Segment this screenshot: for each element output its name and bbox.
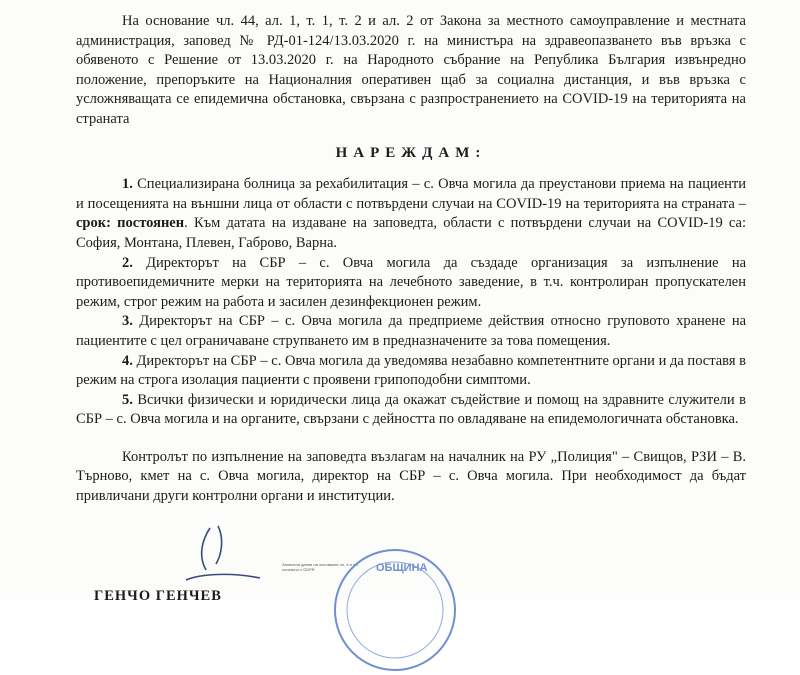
spacer	[76, 430, 746, 448]
item-number: 5.	[122, 391, 133, 408]
item-number: 1.	[122, 176, 133, 193]
order-item-4	[76, 352, 746, 391]
document-body	[76, 12, 746, 507]
item-text: Директорът на СБР – с. Овча могила да уведомява незабавно компетентните органи и да поставя в режим на строга изолация пациенти с проявени грипоподобни симптоми.	[76, 352, 747, 389]
seal-text: ОБЩИНА	[376, 562, 428, 574]
item-text: Директорът на СБР – с. Овча могила да създаде организация за изпълнение на противоепидемичните мерки на територията на лечебното заведение, в т.ч. контролиран пропускателен режим, строг режим на работа и засилен дезинфекционен режим.	[76, 254, 747, 310]
item-text-after: . Към датата на издаване на заповедта, области с потвърдени случаи на COVID-19 са: София, Монтана, Плевен, Габрово, Варна.	[76, 215, 747, 251]
signer-name: ГЕНЧО ГЕНЧЕВ	[94, 588, 222, 604]
order-item-3	[76, 312, 746, 351]
item-deadline: срок: постоянен	[76, 215, 185, 232]
order-item-1	[76, 175, 746, 253]
item-number: 2.	[122, 254, 133, 271]
order-heading: НАРЕЖДАМ:	[335, 144, 487, 161]
redaction-note: Заличени данни на основание чл. 4 и т.н. съгласно с GDPR	[282, 562, 359, 572]
item-number: 3.	[122, 313, 133, 330]
order-item-2	[76, 254, 746, 313]
top-edge-line	[300, 0, 450, 6]
item-text: Всички физически и юридически лица да окажат съдействие и помощ на здравните служители в СБР – с. Овча могила и на органите, свързани с дейността по овладяване на епидемологичната обстановка.	[76, 391, 747, 428]
item-text: Директорът на СБР – с. Овча могила да предприеме действия относно груповото хранене на пациентите с цел ограничаване струпването им в предназначените за това помещения.	[76, 313, 747, 349]
item-number: 4.	[122, 352, 133, 369]
control-paragraph: Контролът по изпълнение на заповедта възлагам на началник на РУ „Полиция" – Свищов, РЗИ – В. Търново, кмет на с. Овча могила, директор на СБР – с. Овча могила. При необходимост да бъдат привличани други контролни органи и институции.	[76, 448, 746, 505]
municipal-seal	[330, 545, 460, 675]
intro-paragraph: На основание чл. 44, ал. 1, т. 1, т. 2 и ал. 2 от Закона за местното самоуправление и местната администрация, заповед № РД-01-124/13.03.2020 г. на министъра на здравеопазването във връзка с обявеното с Решение от 13.03.2020 г. на Народното събрание на Република България извънредно положение, препоръките на Националния оперативен щаб за социална дистанция, и във връзка с усложняващата се епидемична обстановка, свързана с разпространението на COVID-19 на територията на страната	[76, 13, 746, 127]
item-text: Специализирана болница за рехабилитация – с. Овча могила да преустанови приема на пациенти и посещенията на външни лица от области с потвърдени случаи на COVID-19 на територията на страната –	[76, 176, 747, 212]
order-item-5	[76, 391, 746, 430]
